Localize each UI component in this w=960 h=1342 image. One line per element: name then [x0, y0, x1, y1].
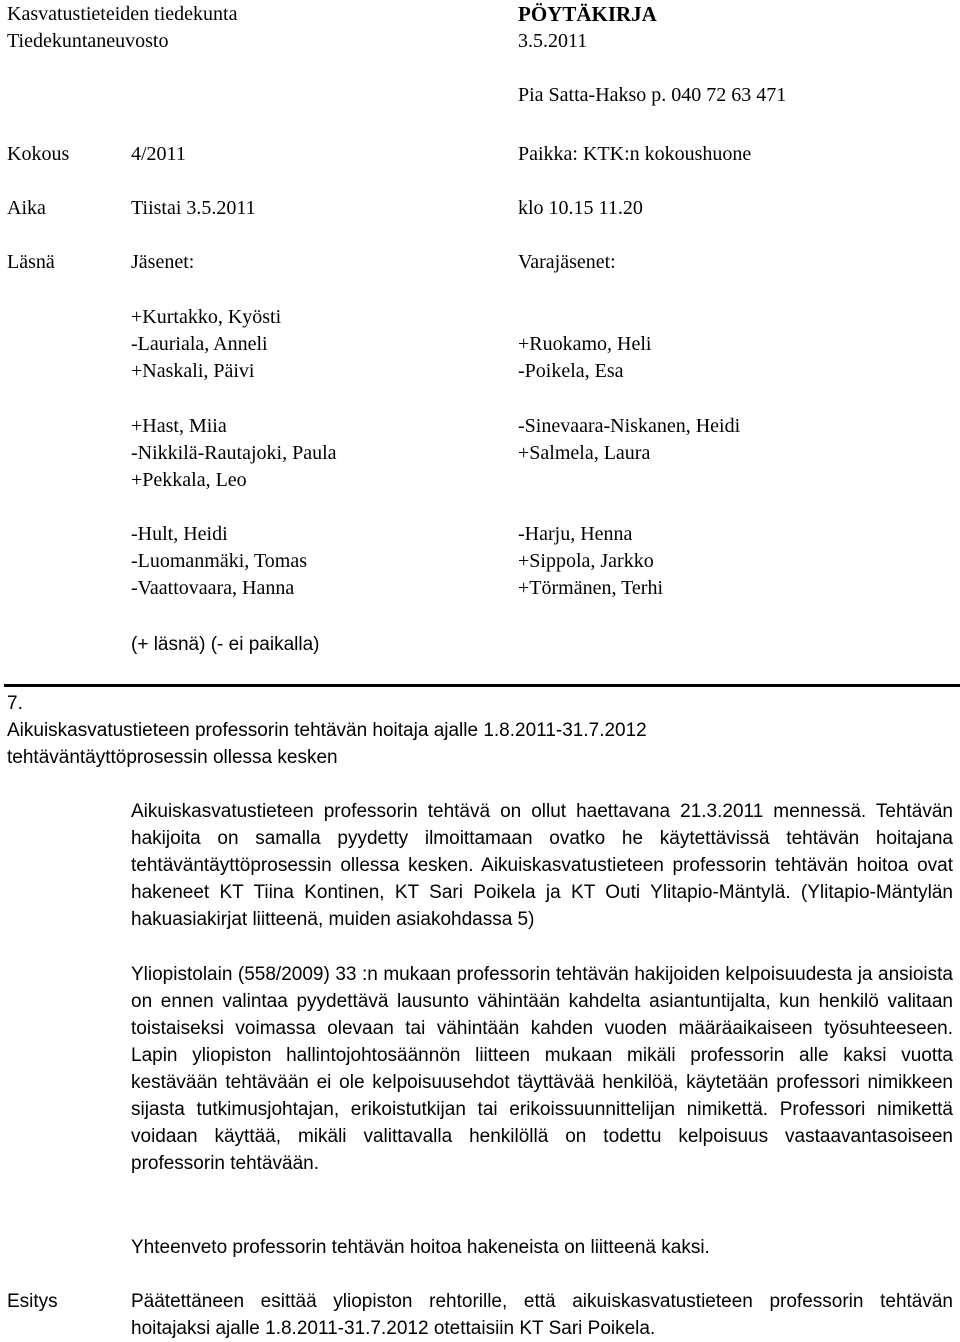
member-item: +Pekkala, Leo: [131, 469, 247, 491]
item-number: 7.: [7, 693, 23, 714]
paragraph-summary: Yhteenveto professorin tehtävän hoitoa hakeneista on liitteenä kaksi.: [131, 1237, 710, 1258]
document-date: 3.5.2011: [518, 30, 588, 52]
kokous-label: Kokous: [7, 143, 70, 165]
deputy-item: -Sinevaara-Niskanen, Heidi: [518, 415, 741, 437]
member-item: -Lauriala, Anneli: [131, 333, 268, 355]
member-item: -Hult, Heidi: [131, 523, 228, 545]
aika-label: Aika: [7, 197, 46, 219]
members-heading: Jäsenet:: [131, 251, 195, 273]
member-item: -Luomanmäki, Tomas: [131, 550, 307, 572]
attendance-legend: (+ läsnä) (- ei paikalla): [131, 634, 320, 655]
esitys-label: Esitys: [7, 1291, 58, 1312]
deputy-item: -Harju, Henna: [518, 523, 633, 545]
contact-info: Pia Satta-Hakso p. 040 72 63 471: [518, 84, 787, 106]
paragraph-applications: Aikuiskasvatustieteen professorin tehtävä on ollut haettavana 21.3.2011 mennessä. Tehtävän hakijoita on samalla pyydetty ilmoittamaan ovatko he käytettävissä tehtävän hoitajana tehtäväntäyttöprosessin ollessa kesken. Aikuiskasvatustieteen professorin tehtävän hoitoa ovat hakeneet KT Tiina Kontinen, KT Sari Poikela ja KT Outi Ylitapio-Mäntylä. (Ylitapio-Mäntylän hakuasiakirjat liitteenä, muiden asiakohdassa 5): [131, 801, 953, 930]
deputy-item: +Ruokamo, Heli: [518, 333, 652, 355]
proposal-text: Päätettäneen esittää yliopiston rehtorille, että aikuiskasvatustieteen professorin tehtävän hoitajaksi ajalle 1.8.2011-31.7.2012 otettaisiin KT Sari Poikela.: [131, 1291, 953, 1339]
item-subtitle: tehtäväntäyttöprosessin ollessa kesken: [7, 747, 338, 768]
item-title: Aikuiskasvatustieteen professorin tehtävän hoitaja ajalle 1.8.2011-31.7.2012: [7, 720, 647, 741]
member-item: +Hast, Miia: [131, 415, 227, 437]
member-item: +Naskali, Päivi: [131, 360, 255, 382]
faculty-name: Kasvatustieteiden tiedekunta: [7, 3, 238, 25]
council-name: Tiedekuntaneuvosto: [7, 30, 169, 52]
deputies-heading: Varajäsenet:: [518, 251, 616, 273]
member-item: -Vaattovaara, Hanna: [131, 577, 295, 599]
lasna-label: Läsnä: [7, 251, 55, 273]
member-item: -Nikkilä-Rautajoki, Paula: [131, 442, 337, 464]
meeting-place: Paikka: KTK:n kokoushuone: [518, 143, 752, 165]
deputy-item: -Poikela, Esa: [518, 360, 624, 382]
kokous-value: 4/2011: [131, 143, 186, 165]
document-type: PÖYTÄKIRJA: [518, 2, 657, 26]
deputy-item: +Törmänen, Terhi: [518, 577, 664, 599]
deputy-item: +Sippola, Jarkko: [518, 550, 654, 572]
paragraph-law: Yliopistolain (558/2009) 33 :n mukaan professorin tehtävän hakijoiden kelpoisuudesta ja ansioista on ennen valintaa pyydettävä lausunto vähintään kahdelta asiantuntijalta, kun henkilö valitaan toistaiseksi voimassa olevaan tai vähintään kahden vuoden määräaikaiseen työsuhteeseen. Lapin yliopiston hallintojohtosäännön liitteen mukaan mikäli professorin alle kaksi vuotta kestävään tehtävään ei ole kelpoisuusehdot täyttävää henkilöä, käytetään professori nimikkeen sijasta tutkimusjohtajan, erikoistutkijan tai erikoissuunnittelijan nimikettä. Professori nimikettä voidaan käyttää, mikäli valittavalla henkilöllä on todettu kelpoisuus vastaavantasoiseen professorin tehtävään.: [131, 964, 953, 1174]
aika-value: Tiistai 3.5.2011: [131, 197, 256, 219]
deputy-item: +Salmela, Laura: [518, 442, 651, 464]
meeting-time: klo 10.15 11.20: [518, 197, 643, 219]
member-item: +Kurtakko, Kyösti: [131, 306, 282, 328]
section-divider: [4, 684, 960, 687]
